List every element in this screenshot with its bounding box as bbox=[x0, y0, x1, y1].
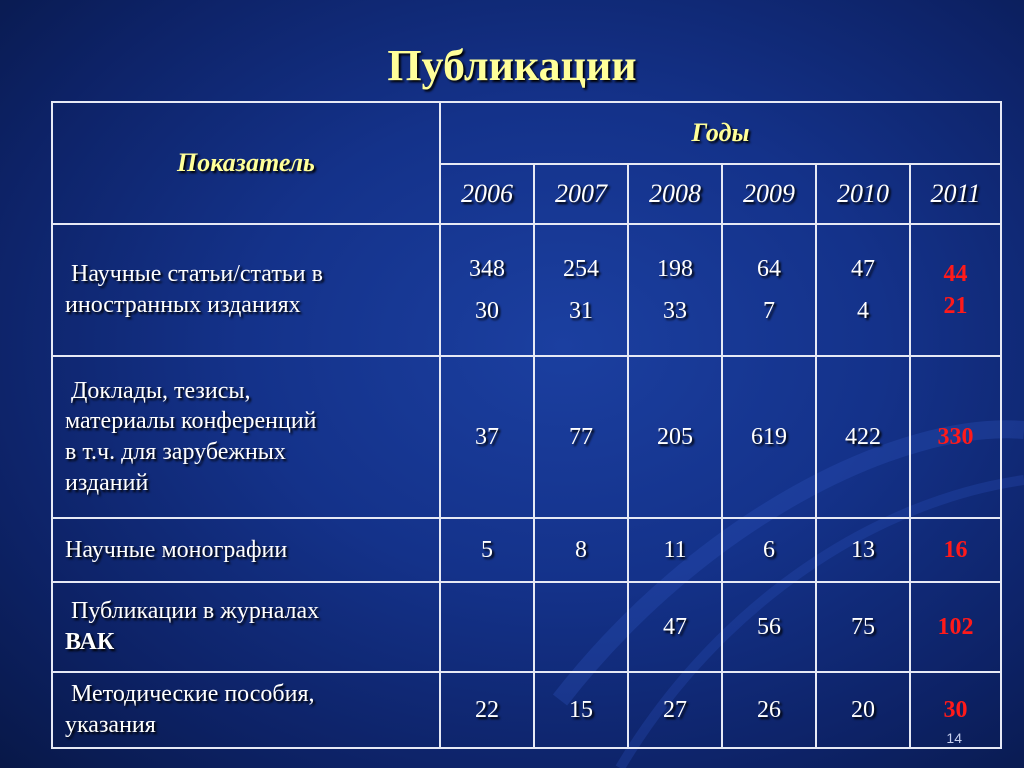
row-label-line: Научные монографии bbox=[65, 536, 288, 563]
row-label-line: иностранных изданиях bbox=[65, 292, 301, 318]
value-cell-2009 bbox=[722, 672, 816, 748]
cell-value: 44 bbox=[943, 261, 968, 287]
cell-value: 330 bbox=[937, 424, 974, 450]
value-cell-2006 bbox=[440, 356, 534, 518]
page-title: Публикации bbox=[387, 41, 637, 90]
value-cell-2010 bbox=[816, 582, 910, 672]
value-cell-2007 bbox=[534, 356, 628, 518]
row-label-line: указания bbox=[65, 712, 156, 738]
cell-value: 20 bbox=[851, 697, 875, 723]
value-cell-2010 bbox=[816, 224, 910, 356]
value-cell-2010 bbox=[816, 518, 910, 582]
row-label-line: ВАК bbox=[65, 629, 115, 655]
cell-value: 47 bbox=[851, 256, 875, 282]
cell-value: 15 bbox=[569, 697, 593, 723]
years-header: Годы bbox=[440, 102, 1001, 164]
value-cell-2006 bbox=[440, 224, 534, 356]
row-label bbox=[52, 356, 440, 518]
year-header-2006: 2006 bbox=[440, 164, 534, 224]
cell-value: 37 bbox=[475, 424, 499, 450]
value-cell-2006 bbox=[440, 672, 534, 748]
cell-value: 31 bbox=[569, 298, 593, 324]
cell-value: 13 bbox=[851, 537, 875, 563]
cell-value: 33 bbox=[663, 298, 687, 324]
value-cell-2009 bbox=[722, 356, 816, 518]
cell-value: 30 bbox=[475, 298, 499, 324]
year-header-2007: 2007 bbox=[534, 164, 628, 224]
cell-value: 47 bbox=[663, 614, 687, 640]
cell-value: 77 bbox=[569, 424, 593, 450]
cell-value: 6 bbox=[763, 537, 775, 563]
cell-value: 4 bbox=[857, 298, 869, 324]
value-cell-2008 bbox=[628, 582, 722, 672]
value-cell-2008 bbox=[628, 224, 722, 356]
publications-table bbox=[51, 101, 1002, 749]
row-label-line: Доклады, тезисы, bbox=[65, 377, 251, 404]
cell-value: 16 bbox=[943, 537, 968, 563]
cell-value: 27 bbox=[663, 697, 687, 723]
cell-value: 22 bbox=[475, 697, 499, 723]
table-row bbox=[52, 518, 1001, 582]
value-cell-2007 bbox=[534, 582, 628, 672]
value-cell-2007 bbox=[534, 518, 628, 582]
row-label bbox=[52, 518, 440, 582]
table-row bbox=[52, 672, 1001, 748]
row-label-line: Научные статьи/статьи в bbox=[65, 261, 323, 288]
cell-value: 11 bbox=[663, 537, 687, 563]
table-row bbox=[52, 224, 1001, 356]
year-header-2010: 2010 bbox=[816, 164, 910, 224]
year-header-2009: 2009 bbox=[722, 164, 816, 224]
value-cell-2011 bbox=[910, 224, 1001, 356]
value-cell-2011 bbox=[910, 518, 1001, 582]
cell-value: 205 bbox=[657, 424, 693, 450]
cell-value: 75 bbox=[851, 614, 875, 640]
cell-value: 30 bbox=[943, 697, 968, 723]
cell-value: 198 bbox=[657, 256, 693, 282]
value-cell-2009 bbox=[722, 224, 816, 356]
value-cell-2010 bbox=[816, 356, 910, 518]
value-cell-2007 bbox=[534, 224, 628, 356]
value-cell-2009 bbox=[722, 582, 816, 672]
year-header-2008: 2008 bbox=[628, 164, 722, 224]
cell-value: 8 bbox=[575, 537, 587, 563]
value-cell-2006 bbox=[440, 582, 534, 672]
value-cell-2009 bbox=[722, 518, 816, 582]
value-cell-2011 bbox=[910, 356, 1001, 518]
indicator-header: Показатель bbox=[52, 102, 440, 224]
year-header-2011: 2011 bbox=[910, 164, 1001, 224]
row-label-line: Публикации в журналах bbox=[65, 598, 320, 625]
cell-value: 56 bbox=[757, 614, 781, 640]
value-cell-2011 bbox=[910, 582, 1001, 672]
cell-value: 5 bbox=[481, 537, 493, 563]
row-label bbox=[52, 224, 440, 356]
row-label bbox=[52, 582, 440, 672]
value-cell-2006 bbox=[440, 518, 534, 582]
table-row bbox=[52, 356, 1001, 518]
cell-value: 254 bbox=[563, 256, 599, 282]
row-label-line: Методические пособия, bbox=[65, 681, 315, 708]
row-label-line: материалы конференций bbox=[65, 408, 317, 435]
page-number: 14 bbox=[946, 730, 962, 746]
value-cell-2008 bbox=[628, 518, 722, 582]
value-cell-2008 bbox=[628, 672, 722, 748]
row-label bbox=[52, 672, 440, 748]
cell-value: 21 bbox=[943, 293, 968, 319]
cell-value: 7 bbox=[763, 298, 775, 324]
cell-value: 422 bbox=[845, 424, 881, 450]
value-cell-2007 bbox=[534, 672, 628, 748]
value-cell-2008 bbox=[628, 356, 722, 518]
cell-value: 64 bbox=[757, 256, 781, 282]
row-label-line: изданий bbox=[65, 469, 149, 496]
cell-value: 619 bbox=[751, 424, 787, 450]
cell-value: 26 bbox=[757, 697, 781, 723]
table-row bbox=[52, 582, 1001, 672]
value-cell-2010 bbox=[816, 672, 910, 748]
row-label-line: в т.ч. для зарубежных bbox=[65, 439, 286, 465]
cell-value: 102 bbox=[937, 614, 974, 640]
cell-value: 348 bbox=[469, 256, 505, 282]
